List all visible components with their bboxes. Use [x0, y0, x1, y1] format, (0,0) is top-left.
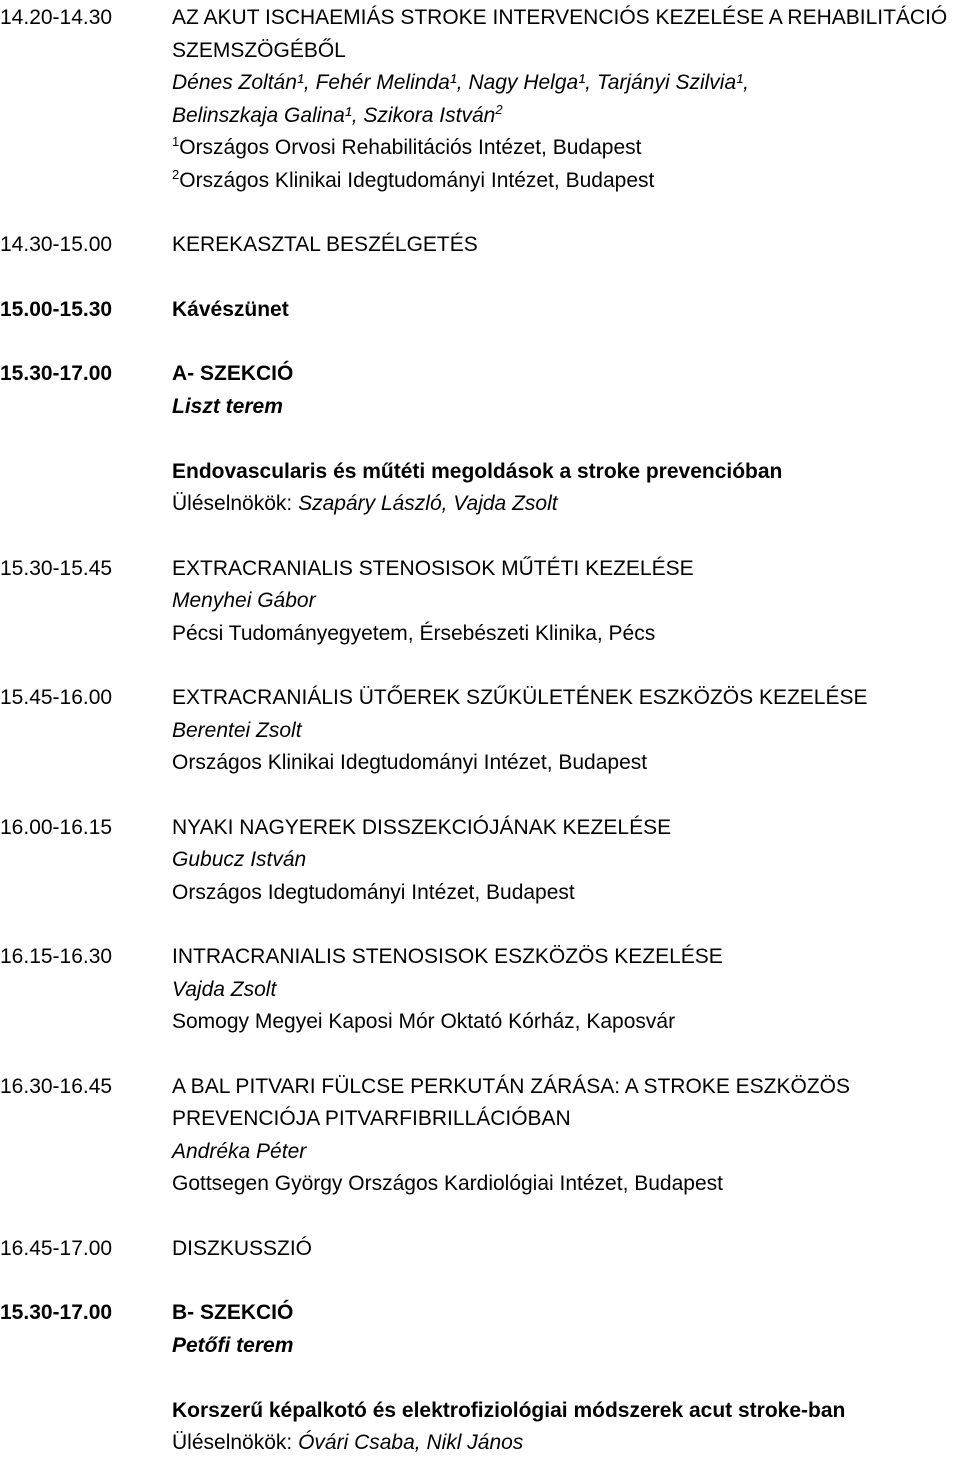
talk-authors: Dénes Zoltán¹, Fehér Melinda¹, Nagy Helga¹, Tarjányi Szilvia¹, [172, 71, 749, 94]
entry-time: 15.30-17.00 [0, 362, 113, 385]
program-page [0, 2, 960, 1460]
talk-title-cont: SZEMSZÖGÉBŐL [172, 38, 346, 62]
section-room: Liszt terem [172, 394, 283, 418]
program-entry [0, 941, 960, 1039]
section-title: A- SZEKCIÓ [172, 362, 294, 385]
section-content [172, 1297, 960, 1460]
talk-title: A BAL PITVARI FÜLCSE PERKUTÁN ZÁRÁSA: A STROKE ESZKÖZÖS [172, 1074, 851, 1098]
program-entry [0, 812, 960, 910]
talk-title: NYAKI NAGYEREK DISSZEKCIÓJÁNAK KEZELÉSE [172, 815, 672, 839]
program-entry [0, 2, 960, 197]
section-topic: Korszerű képalkotó és elektrofiziológiai módszerek acut stroke-ban [172, 1398, 846, 1422]
entry-time: 15.00-15.30 [0, 297, 113, 321]
talk-title: INTRACRANIALIS STENOSISOK ESZKÖZÖS KEZELÉSE [172, 945, 723, 968]
section-topic: Endovascularis és műtéti megoldások a stroke prevencióban [172, 459, 783, 483]
section-entry [0, 358, 960, 521]
entry-time: 14.30-15.00 [0, 233, 113, 256]
talk-affiliation: Országos Idegtudományi Intézet, Budapest [172, 880, 575, 904]
entry-time: 14.20-14.30 [0, 6, 113, 29]
talk-affiliation: Pécsi Tudományegyetem, Érsebészeti Klinika, Pécs [172, 621, 656, 645]
talk-affiliation-1: $^1$Országos Orvosi Rehabilitációs Intézet, Budapest [172, 134, 642, 159]
talk-authors-cont: Belinszkaja Galina¹, Szikora István$^2$ [172, 101, 503, 127]
entry-title: KEREKASZTAL BESZÉLGETÉS [172, 233, 478, 256]
section-room: Petőfi terem [172, 1333, 294, 1357]
talk-affiliation: Gottsegen György Országos Kardiológiai Intézet, Budapest [172, 1172, 723, 1195]
talk-author: Gubucz István [172, 848, 307, 871]
talk-author: Vajda Zsolt [172, 977, 277, 1001]
program-entry [0, 1233, 960, 1266]
talk-author: Berentei Zsolt [172, 718, 302, 742]
program-entry [0, 682, 960, 780]
program-entry [0, 229, 960, 262]
entry-time: 15.30-15.45 [0, 556, 113, 580]
talk-author: Andréka Péter [172, 1139, 307, 1163]
program-entry [0, 553, 960, 651]
talk-title: AZ AKUT ISCHAEMIÁS STROKE INTERVENCIÓS KEZELÉSE A REHABILITÁCIÓ [172, 6, 948, 29]
section-content [172, 358, 960, 521]
section-chairs: Üléselnökök: Óvári Csaba, Nikl János [172, 1431, 524, 1454]
section-title: B- SZEKCIÓ [172, 1301, 294, 1324]
program-entry [0, 1071, 960, 1201]
entry-title: Kávészünet [172, 297, 289, 321]
section-entry [0, 1297, 960, 1460]
talk-affiliation: Országos Klinikai Idegtudományi Intézet, Budapest [172, 751, 648, 774]
entry-time: 16.45-17.00 [0, 1236, 113, 1260]
entry-time: 16.15-16.30 [0, 945, 113, 968]
entry-time: 16.00-16.15 [0, 815, 113, 839]
entry-time: 15.30-17.00 [0, 1301, 113, 1324]
entry-time: 15.45-16.00 [0, 686, 113, 709]
program-entry [0, 294, 960, 327]
talk-affiliation: Somogy Megyei Kaposi Mór Oktató Kórház, Kaposvár [172, 1010, 676, 1033]
talk-title-cont: PREVENCIÓJA PITVARFIBRILLÁCIÓBAN [172, 1107, 571, 1130]
talk-author: Menyhei Gábor [172, 589, 316, 612]
section-chairs: Üléselnökök: Szapáry László, Vajda Zsolt [172, 492, 558, 515]
entry-time: 16.30-16.45 [0, 1074, 113, 1098]
entry-title: DISZKUSSZIÓ [172, 1236, 313, 1260]
talk-affiliation-2: $^2$Országos Klinikai Idegtudományi Intézet, Budapest [172, 166, 655, 192]
talk-title: EXTRACRANIALIS STENOSISOK MŰTÉTI KEZELÉSE [172, 556, 694, 580]
entry-content [172, 2, 960, 197]
talk-title: EXTRACRANIÁLIS ÜTŐEREK SZŰKÜLETÉNEK ESZKÖZÖS KEZELÉSE [172, 686, 868, 709]
